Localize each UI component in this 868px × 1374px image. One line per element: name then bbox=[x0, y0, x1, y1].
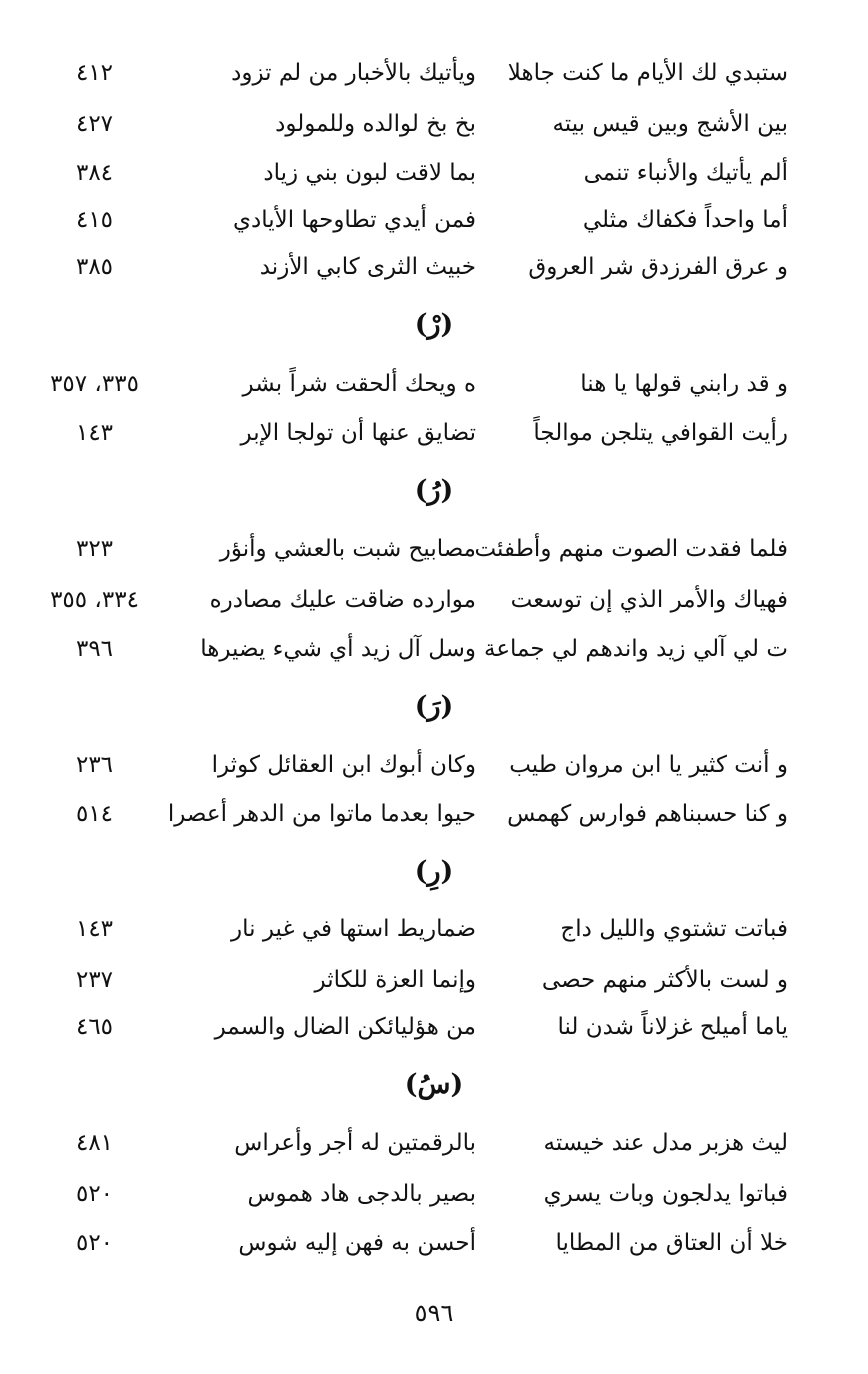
verse-first-hemistich: بين الأشج وبين قيس بيته bbox=[552, 111, 788, 137]
page-reference: ١٤٣ bbox=[75, 916, 114, 942]
verse-first-hemistich: ستبدي لك الأيام ما كنت جاهلا bbox=[507, 60, 788, 86]
page-reference: ٤١٥ bbox=[75, 207, 114, 233]
verse-second-hemistich: وسل آل زيد أي شيء يضيرها bbox=[200, 636, 476, 662]
rhyme-section-heading: (رْ) bbox=[414, 309, 454, 340]
verse-row bbox=[0, 1000, 868, 1054]
verse-first-hemistich: فلما فقدت الصوت منهم وأطفئت bbox=[474, 536, 788, 562]
verse-row bbox=[0, 953, 868, 1007]
verse-row bbox=[0, 193, 868, 247]
verse-second-hemistich: موارده ضاقت عليك مصادره bbox=[209, 587, 476, 613]
verse-row bbox=[0, 738, 868, 792]
page-reference: ١٤٣ bbox=[75, 420, 114, 446]
verse-second-hemistich: بما لاقت لبون بني زياد bbox=[263, 160, 476, 186]
verse-row bbox=[0, 902, 868, 956]
verse-first-hemistich: ياما أميلح غزلاناً شدن لنا bbox=[557, 1014, 788, 1040]
page-reference: ٥٢٠ bbox=[75, 1181, 114, 1207]
verse-row bbox=[0, 1216, 868, 1270]
verse-second-hemistich: وإنما العزة للكاثر bbox=[314, 967, 476, 993]
verse-second-hemistich: ه ويحك ألحقت شراً بشر bbox=[242, 371, 476, 397]
verse-second-hemistich: بخ بخ لوالده وللمولود bbox=[275, 111, 476, 137]
page-reference: ٥٢٠ bbox=[75, 1230, 114, 1256]
verse-first-hemistich: فباتت تشتوي والليل داج bbox=[560, 916, 788, 942]
page-reference: ٤٢٧ bbox=[75, 111, 114, 137]
page-reference: ٣٢٣ bbox=[75, 536, 114, 562]
verse-first-hemistich: و قد رابني قولها يا هنا bbox=[580, 371, 788, 397]
verse-first-hemistich: رأيت القوافي يتلجن موالجاً bbox=[533, 420, 788, 446]
verse-first-hemistich: و كنا حسبناهم فوارس كهمس bbox=[507, 801, 788, 827]
verse-second-hemistich: ضماريط استها في غير نار bbox=[231, 916, 476, 942]
verse-row bbox=[0, 1116, 868, 1170]
rhyme-section-heading: (رِ) bbox=[414, 856, 454, 887]
verse-row bbox=[0, 522, 868, 576]
verse-row bbox=[0, 787, 868, 841]
verse-row bbox=[0, 146, 868, 200]
verse-row bbox=[0, 573, 868, 627]
verse-second-hemistich: وكان أبوك ابن العقائل كوثرا bbox=[211, 752, 476, 778]
verse-second-hemistich: من هؤليائكن الضال والسمر bbox=[214, 1014, 476, 1040]
verse-row bbox=[0, 240, 868, 294]
rhyme-section-heading: (رَ) bbox=[414, 691, 454, 722]
verse-first-hemistich: و لست بالأكثر منهم حصى bbox=[541, 967, 788, 993]
verse-row bbox=[0, 406, 868, 460]
page-reference: ٤٨١ bbox=[75, 1130, 114, 1156]
verse-row bbox=[0, 97, 868, 151]
page-reference: ٢٣٦ bbox=[75, 752, 114, 778]
page-reference: ٥١٤ bbox=[75, 801, 114, 827]
verse-row bbox=[0, 357, 868, 411]
page-reference: ٣٣٥، ٣٥٧ bbox=[50, 371, 139, 397]
rhyme-section-heading: (رُ) bbox=[414, 475, 454, 506]
verse-first-hemistich: ت لي آلي زيد واندهم لي جماعة bbox=[483, 636, 788, 662]
verse-first-hemistich: فباتوا يدلجون وبات يسري bbox=[543, 1181, 788, 1207]
page-reference: ٤١٢ bbox=[75, 60, 114, 86]
verse-second-hemistich: أحسن به فهن إليه شوس bbox=[238, 1230, 476, 1256]
verse-first-hemistich: و أنت كثير يا ابن مروان طيب bbox=[509, 752, 788, 778]
page-reference: ٤٦٥ bbox=[75, 1014, 114, 1040]
verse-first-hemistich: فهياك والأمر الذي إن توسعت bbox=[510, 587, 788, 613]
page-number: ٥٩٦ bbox=[414, 1299, 454, 1327]
verse-row bbox=[0, 46, 868, 100]
verse-second-hemistich: حيوا بعدما ماتوا من الدهر أعصرا bbox=[167, 801, 476, 827]
verse-row bbox=[0, 1167, 868, 1221]
verse-second-hemistich: بصير بالدجى هاد هموس bbox=[247, 1181, 476, 1207]
verse-row bbox=[0, 622, 868, 676]
verse-second-hemistich: مصابيح شبت بالعشي وأنؤر bbox=[219, 536, 476, 562]
verse-second-hemistich: بالرقمتين له أجر وأعراس bbox=[234, 1130, 476, 1156]
page-reference: ٣٩٦ bbox=[75, 636, 114, 662]
page-reference: ٢٣٧ bbox=[75, 967, 114, 993]
verse-first-hemistich: ليث هزبر مدل عند خيسته bbox=[543, 1130, 788, 1156]
verse-first-hemistich: أما واحداً فكفاك مثلي bbox=[582, 207, 788, 233]
verse-first-hemistich: و عرق الفرزدق شر العروق bbox=[528, 254, 788, 280]
page-reference: ٣٨٥ bbox=[75, 254, 114, 280]
page-reference: ٣٨٤ bbox=[75, 160, 114, 186]
verse-second-hemistich: خبيث الثرى كابي الأزند bbox=[259, 254, 476, 280]
rhyme-section-heading: (سُ) bbox=[404, 1069, 464, 1100]
verse-second-hemistich: فمن أيدي تطاوحها الأيادي bbox=[233, 207, 476, 233]
page-reference: ٣٣٤، ٣٥٥ bbox=[50, 587, 139, 613]
verse-first-hemistich: خلا أن العتاق من المطايا bbox=[555, 1230, 788, 1256]
verse-second-hemistich: ويأتيك بالأخبار من لم تزود bbox=[231, 60, 476, 86]
verse-first-hemistich: ألم يأتيك والأنباء تنمى bbox=[583, 160, 788, 186]
verse-second-hemistich: تضايق عنها أن تولجا الإبر bbox=[240, 420, 476, 446]
